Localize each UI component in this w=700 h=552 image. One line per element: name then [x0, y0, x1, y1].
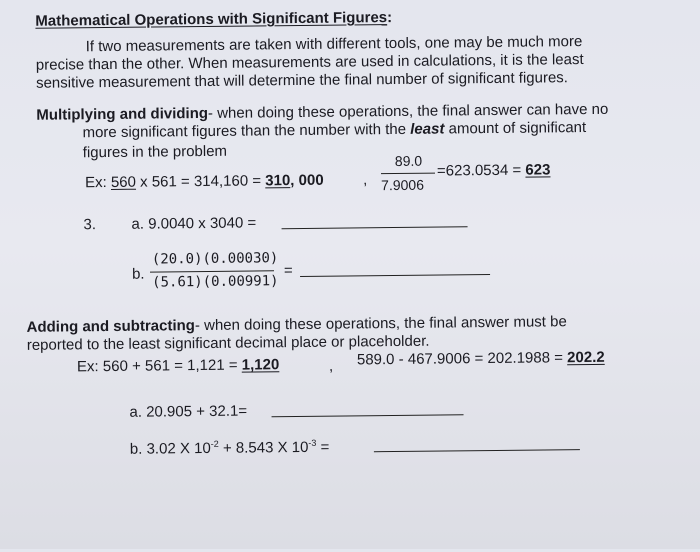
question-3b-label: b. [131, 265, 145, 283]
intro-line-2: precise than the other. When measurements are used in calculations, it is the least [35, 51, 584, 74]
adding-ex1-sum: Ex: 560 + 561 = 1,121 = [76, 356, 242, 376]
fraction-result-value: =623.0534 = [436, 161, 526, 180]
question-3b-numerator: (20.0)(0.00030) [151, 250, 279, 268]
question-number: 3. [83, 216, 97, 234]
adding-question-a: a. 20.905 + 32.1= [129, 402, 248, 421]
adding-line1-rest: - when doing these operations, the final answer must be [194, 313, 567, 335]
adding-ex2-answer: 202.2 [567, 348, 605, 367]
intro-line-3: sensitive measurement that will determine the final number of significant figures. [35, 69, 569, 92]
multiply-example-comma: , [362, 171, 368, 189]
adding-example-comma: , [328, 357, 334, 375]
ex-560: 560 [110, 173, 137, 191]
ex-label: Ex: [84, 173, 112, 192]
question-3b-fraction-bar [150, 270, 274, 272]
fraction-result-rounded: 623 [525, 161, 551, 179]
question-3a: a. 9.0040 x 3040 = [131, 214, 257, 233]
ex-product: x 561 = 314,160 = [135, 172, 266, 191]
adding-ex1-answer: 1,120 [241, 356, 280, 374]
title-colon: : [387, 9, 393, 27]
adding-example-1 [77, 356, 279, 375]
adding-qb-exp1: -2 [210, 438, 219, 449]
answer-blank-adding-b[interactable] [374, 449, 580, 452]
least-emphasis: least [410, 120, 445, 138]
adding-qb-part1: b. 3.02 X 10 [129, 439, 211, 458]
adding-line-1 [26, 313, 566, 336]
multiply-line2-b: amount of significant [444, 118, 587, 138]
multiply-line1-rest: - when doing these operations, the final answer can have no [207, 100, 609, 122]
question-3b-equals: = [283, 262, 293, 280]
fraction-denominator: 7.9006 [381, 176, 425, 194]
multiply-line-3: figures in the problem [82, 142, 228, 162]
adding-qb-part2: + 8.543 X 10 [218, 438, 309, 457]
answer-blank-3a[interactable] [282, 226, 468, 229]
answer-blank-3b[interactable] [300, 274, 490, 277]
adding-qb-exp2: -3 [308, 437, 317, 448]
intro-line-1: If two measurements are taken with different tools, one may be much more [85, 33, 583, 56]
page-title [35, 9, 392, 30]
adding-line-2: reported to the least significant decimal place or placeholder. [26, 332, 430, 354]
adding-ex2-diff: 589.0 - 467.9006 = 202.1988 = [356, 349, 568, 369]
adding-question-b [130, 438, 330, 458]
fraction-bar [381, 173, 435, 175]
adding-qb-part3: = [316, 438, 330, 456]
answer-blank-adding-a[interactable] [272, 414, 464, 417]
adding-example-2 [357, 349, 605, 369]
adding-heading: Adding and subtracting [26, 317, 195, 336]
multiply-heading: Multiplying and dividing [36, 104, 209, 124]
multiply-example [85, 172, 324, 191]
title-text: Mathematical Operations with Significant Figures [35, 9, 388, 30]
ex-000: , 000 [290, 171, 324, 190]
multiply-line2-a: more significant figures than the number with the [82, 120, 411, 142]
ex-310: 310 [265, 172, 291, 190]
fraction-result [437, 161, 551, 179]
question-3b-denominator: (5.61)(0.00991) [152, 273, 279, 291]
fraction-numerator: 89.0 [394, 152, 423, 170]
